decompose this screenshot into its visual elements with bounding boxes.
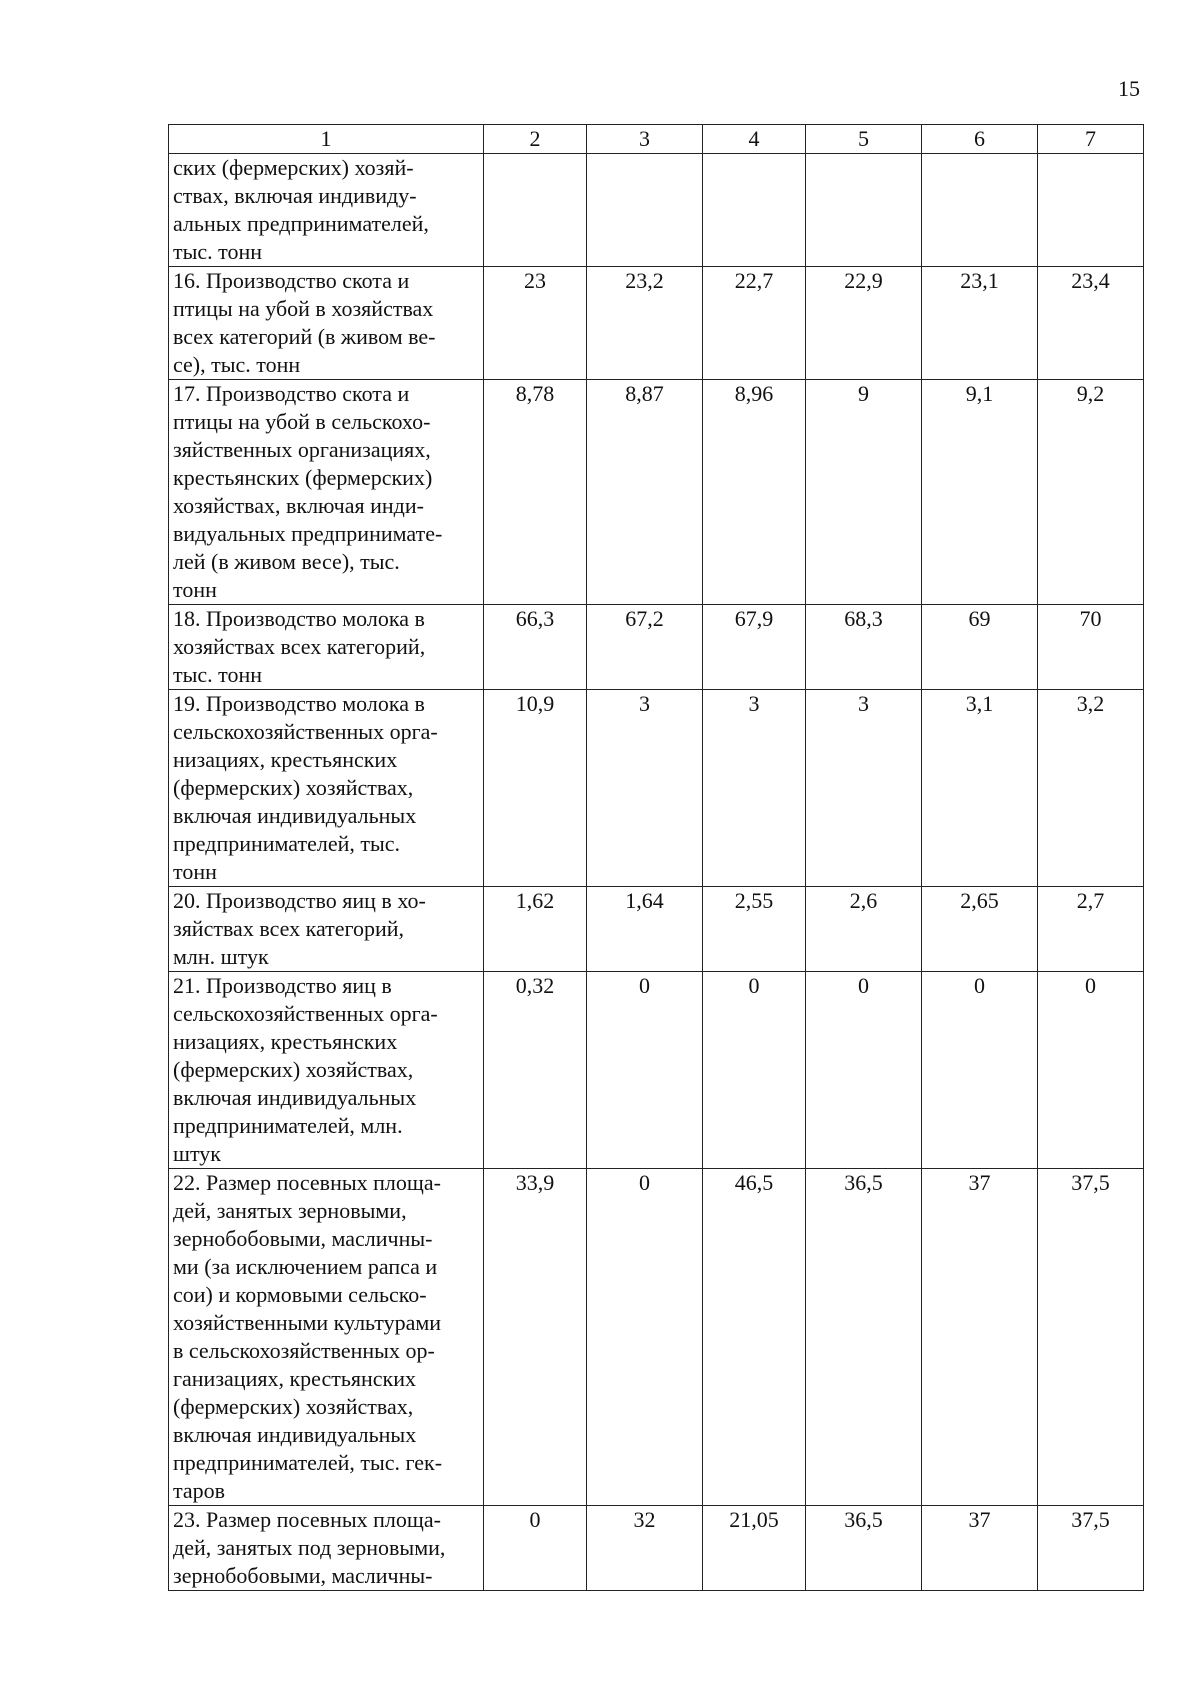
table-row: [169, 267, 1144, 380]
value-cell: 0: [587, 1169, 703, 1506]
row-label-cell: [169, 887, 484, 972]
row-label-cell: [169, 972, 484, 1169]
value-cell: 37: [922, 1169, 1038, 1506]
value-cell: 67,9: [703, 605, 806, 690]
value-cell: 10,9: [484, 690, 587, 887]
value-cell: 0: [922, 972, 1038, 1169]
value-cell: 9,2: [1038, 380, 1144, 605]
value-cell: [703, 154, 806, 267]
value-cell: 9: [806, 380, 922, 605]
row-label-cell: [169, 605, 484, 690]
value-cell: 23,1: [922, 267, 1038, 380]
row-label-cell: [169, 267, 484, 380]
value-cell: 69: [922, 605, 1038, 690]
header-cell: 5: [806, 125, 922, 154]
header-cell: 1: [169, 125, 484, 154]
value-cell: 67,2: [587, 605, 703, 690]
value-cell: 23,4: [1038, 267, 1144, 380]
row-label-cell: [169, 1169, 484, 1506]
value-cell: [806, 154, 922, 267]
value-cell: 3,2: [1038, 690, 1144, 887]
value-cell: 22,9: [806, 267, 922, 380]
header-cell: 7: [1038, 125, 1144, 154]
value-cell: 2,7: [1038, 887, 1144, 972]
data-table: [168, 124, 1144, 1591]
table-header-row: [169, 125, 1144, 154]
table-row: [169, 154, 1144, 267]
row-label: 21. Производство яиц в сельскохозяйственных орга- низациях, крестьянских (фермерских) хозяйствах, включая индивидуальных предпринимателей, млн. штук: [173, 973, 438, 1166]
value-cell: 36,5: [806, 1169, 922, 1506]
row-label: ских (фермерских) хозяй- ствах, включая индивиду- альных предпринимателей, тыс. тонн: [173, 155, 429, 264]
value-cell: 46,5: [703, 1169, 806, 1506]
row-label-cell: [169, 380, 484, 605]
value-cell: [922, 154, 1038, 267]
header-cell: 2: [484, 125, 587, 154]
value-cell: 0,32: [484, 972, 587, 1169]
value-cell: 2,65: [922, 887, 1038, 972]
table-row: [169, 972, 1144, 1169]
page-number: 15: [1118, 76, 1140, 101]
value-cell: 0: [1038, 972, 1144, 1169]
value-cell: 33,9: [484, 1169, 587, 1506]
value-cell: 22,7: [703, 267, 806, 380]
value-cell: [1038, 154, 1144, 267]
row-label: 18. Производство молока в хозяйствах всех категорий, тыс. тонн: [173, 606, 426, 687]
table-row: [169, 380, 1144, 605]
row-label-cell: [169, 690, 484, 887]
value-cell: 1,64: [587, 887, 703, 972]
value-cell: 21,05: [703, 1506, 806, 1591]
value-cell: 0: [587, 972, 703, 1169]
value-cell: 23,2: [587, 267, 703, 380]
value-cell: 3: [703, 690, 806, 887]
value-cell: 37,5: [1038, 1169, 1144, 1506]
value-cell: 37: [922, 1506, 1038, 1591]
value-cell: 2,55: [703, 887, 806, 972]
header-cell: 6: [922, 125, 1038, 154]
row-label: 23. Размер посевных площа- дей, занятых под зерновыми, зернобобовыми, масличны-: [173, 1507, 446, 1588]
value-cell: 3: [587, 690, 703, 887]
table-row: [169, 1506, 1144, 1591]
value-cell: [587, 154, 703, 267]
value-cell: 2,6: [806, 887, 922, 972]
value-cell: 0: [484, 1506, 587, 1591]
value-cell: 8,87: [587, 380, 703, 605]
header-cell: 4: [703, 125, 806, 154]
value-cell: 36,5: [806, 1506, 922, 1591]
value-cell: 68,3: [806, 605, 922, 690]
value-cell: 32: [587, 1506, 703, 1591]
value-cell: 70: [1038, 605, 1144, 690]
value-cell: [484, 154, 587, 267]
value-cell: 37,5: [1038, 1506, 1144, 1591]
row-label: 19. Производство молока в сельскохозяйственных орга- низациях, крестьянских (фермерских) хозяйствах, включая индивидуальных предпринимателей, тыс. тонн: [173, 691, 438, 884]
value-cell: 9,1: [922, 380, 1038, 605]
table-row: [169, 1169, 1144, 1506]
value-cell: 8,96: [703, 380, 806, 605]
value-cell: 3,1: [922, 690, 1038, 887]
table-row: [169, 605, 1144, 690]
row-label: 20. Производство яиц в хо- зяйствах всех категорий, млн. штук: [173, 888, 426, 969]
table-row: [169, 690, 1144, 887]
row-label: 22. Размер посевных площа- дей, занятых зерновыми, зернобобовыми, масличны- ми (за исключением рапса и сои) и кормовыми сельско- хозяйственными культурами в сельскохозяйственных ор- ганизациях, крестьянских (фермерских) хозяйствах, включая индивидуальных предпринимателей, тыс. гек- таров: [173, 1170, 443, 1503]
table-row: [169, 887, 1144, 972]
row-label-cell: [169, 1506, 484, 1591]
row-label: 17. Производство скота и птицы на убой в сельскохо- зяйственных организациях, крестьянских (фермерских) хозяйствах, включая инди- видуальных предпринимате- лей (в живом весе), тыс. тонн: [173, 381, 443, 602]
value-cell: 0: [806, 972, 922, 1169]
value-cell: 0: [703, 972, 806, 1169]
value-cell: 8,78: [484, 380, 587, 605]
header-cell: 3: [587, 125, 703, 154]
row-label-cell: [169, 154, 484, 267]
value-cell: 1,62: [484, 887, 587, 972]
row-label: 16. Производство скота и птицы на убой в хозяйствах всех категорий (в живом ве- се), тыс. тонн: [173, 268, 436, 377]
value-cell: 3: [806, 690, 922, 887]
value-cell: 66,3: [484, 605, 587, 690]
value-cell: 23: [484, 267, 587, 380]
table-body: [169, 125, 1144, 1591]
